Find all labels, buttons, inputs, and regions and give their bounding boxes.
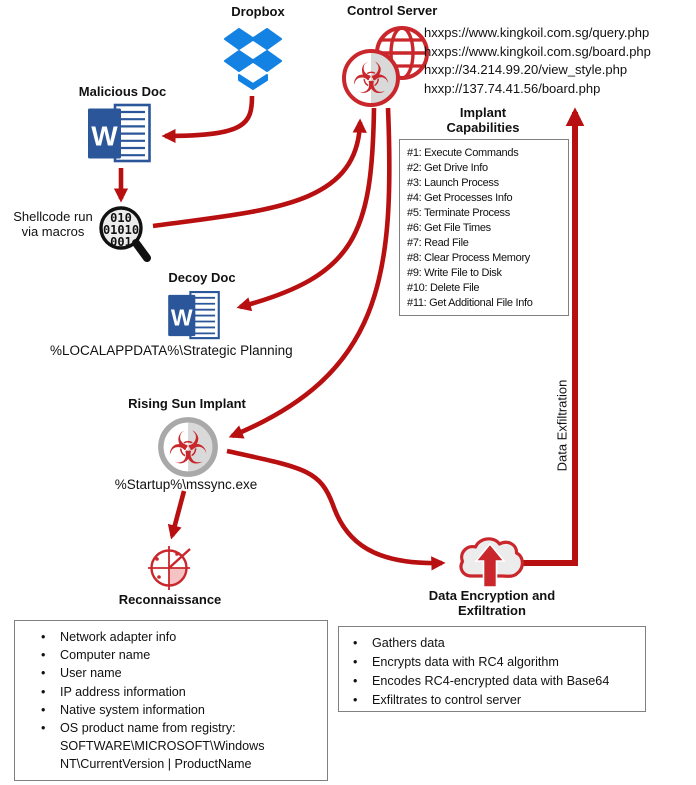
reconnaissance-radar-icon <box>146 542 193 598</box>
reconnaissance-detail-item: • Native system information <box>39 701 317 719</box>
exfiltration-details-box <box>338 626 646 712</box>
svg-text:010: 010 <box>110 211 132 225</box>
reconnaissance-details-box <box>14 620 328 781</box>
rising-sun-label: Rising Sun Implant <box>128 396 246 411</box>
capability-item: #11: Get Additional File Info <box>407 297 533 309</box>
capability-item: #1: Execute Commands <box>407 147 519 159</box>
dropbox-icon <box>224 28 282 99</box>
exfiltration-detail-item: • Gathers data <box>351 634 637 653</box>
exfiltration-detail-item: • Encodes RC4-encrypted data with Base64 <box>351 672 637 691</box>
arrow-rising-sun-to-reconnaissance <box>172 491 184 536</box>
svg-text:01010: 01010 <box>102 223 140 237</box>
reconnaissance-detail-item: • IP address information <box>39 683 317 701</box>
exfiltration-detail-item: • Exfiltrates to control server <box>351 691 637 710</box>
decoy-doc-icon word-icon <box>168 290 221 346</box>
capability-item: #7: Read File <box>407 237 469 249</box>
svg-text:W: W <box>91 120 118 152</box>
svg-text:W: W <box>170 304 193 331</box>
control-server-icon <box>341 23 431 114</box>
reconnaissance-detail-item: • OS product name from registry: SOFTWARE\MICROSOFT\Windows NT\CurrentVersion | ProductName <box>39 719 317 774</box>
capability-item: #8: Clear Process Memory <box>407 252 531 264</box>
arrow-rising-sun-to-cloud <box>227 451 442 563</box>
capability-item: #2: Get Drive Info <box>407 162 488 174</box>
control-server-label: Control Server <box>347 3 438 18</box>
shellcode-label: Shellcode run via macros <box>13 209 93 239</box>
implant-capabilities-title: Implant Capabilities <box>446 105 520 135</box>
control-server-urls <box>424 24 651 98</box>
reconnaissance-detail-item: • User name <box>39 664 317 682</box>
biohazard-icon: ☣ <box>351 54 391 104</box>
arrow-dropbox-to-malicious-doc <box>165 96 252 136</box>
implant-capabilities-list <box>400 140 568 311</box>
cloud-upload-icon <box>456 533 524 595</box>
rising-sun-implant-icon <box>157 416 219 483</box>
reconnaissance-detail-item: • Network adapter info <box>39 628 317 646</box>
dropbox-label: Dropbox <box>231 4 285 19</box>
url-line: hxxps://www.kingkoil.com.sg/query.php <box>424 25 650 40</box>
reconnaissance-detail-item: • Computer name <box>39 646 317 664</box>
decoy-doc-label: Decoy Doc <box>168 270 236 285</box>
biohazard-icon: ☣ <box>167 421 209 475</box>
svg-text:001: 001 <box>110 235 132 249</box>
capability-item: #9: Write File to Disk <box>407 267 502 279</box>
decoy-doc-path: %LOCALAPPDATA%\Strategic Planning <box>50 343 293 358</box>
reconnaissance-label: Reconnaissance <box>118 592 222 607</box>
implant-capabilities-box <box>399 139 569 316</box>
rising-sun-path: %Startup%\mssync.exe <box>114 477 258 492</box>
capability-item: #6: Get File Times <box>407 222 491 234</box>
exfiltration-detail-item: • Encrypts data with RC4 algorithm <box>351 653 637 672</box>
capability-item: #3: Launch Process <box>407 177 499 189</box>
malicious-doc-label: Malicious Doc <box>78 84 167 99</box>
capability-item: #4: Get Processes Info <box>407 192 513 204</box>
data-exfiltration-arrow-label: Data Exfiltration <box>554 379 570 472</box>
arrow-control-server-to-rising-sun <box>232 108 389 436</box>
url-line: hxxps://www.kingkoil.com.sg/board.php <box>424 43 651 59</box>
url-line: hxxp://137.74.41.56/board.php <box>424 80 601 96</box>
malicious-doc-icon word-icon <box>88 102 152 170</box>
url-line: hxxp://34.214.99.20/view_style.php <box>424 62 628 78</box>
arrow-shellcode-to-control-server <box>153 122 360 226</box>
capability-item: #10: Delete File <box>407 282 480 294</box>
data-encryption-label: Data Encryption and Exfiltration <box>428 588 556 618</box>
exfiltration-details-list <box>339 627 645 710</box>
capability-item: #5: Terminate Process <box>407 207 510 219</box>
arrow-control-server-to-decoy-doc <box>240 108 374 307</box>
reconnaissance-details-list <box>15 621 327 774</box>
shellcode-magnifier-icon <box>99 205 151 268</box>
